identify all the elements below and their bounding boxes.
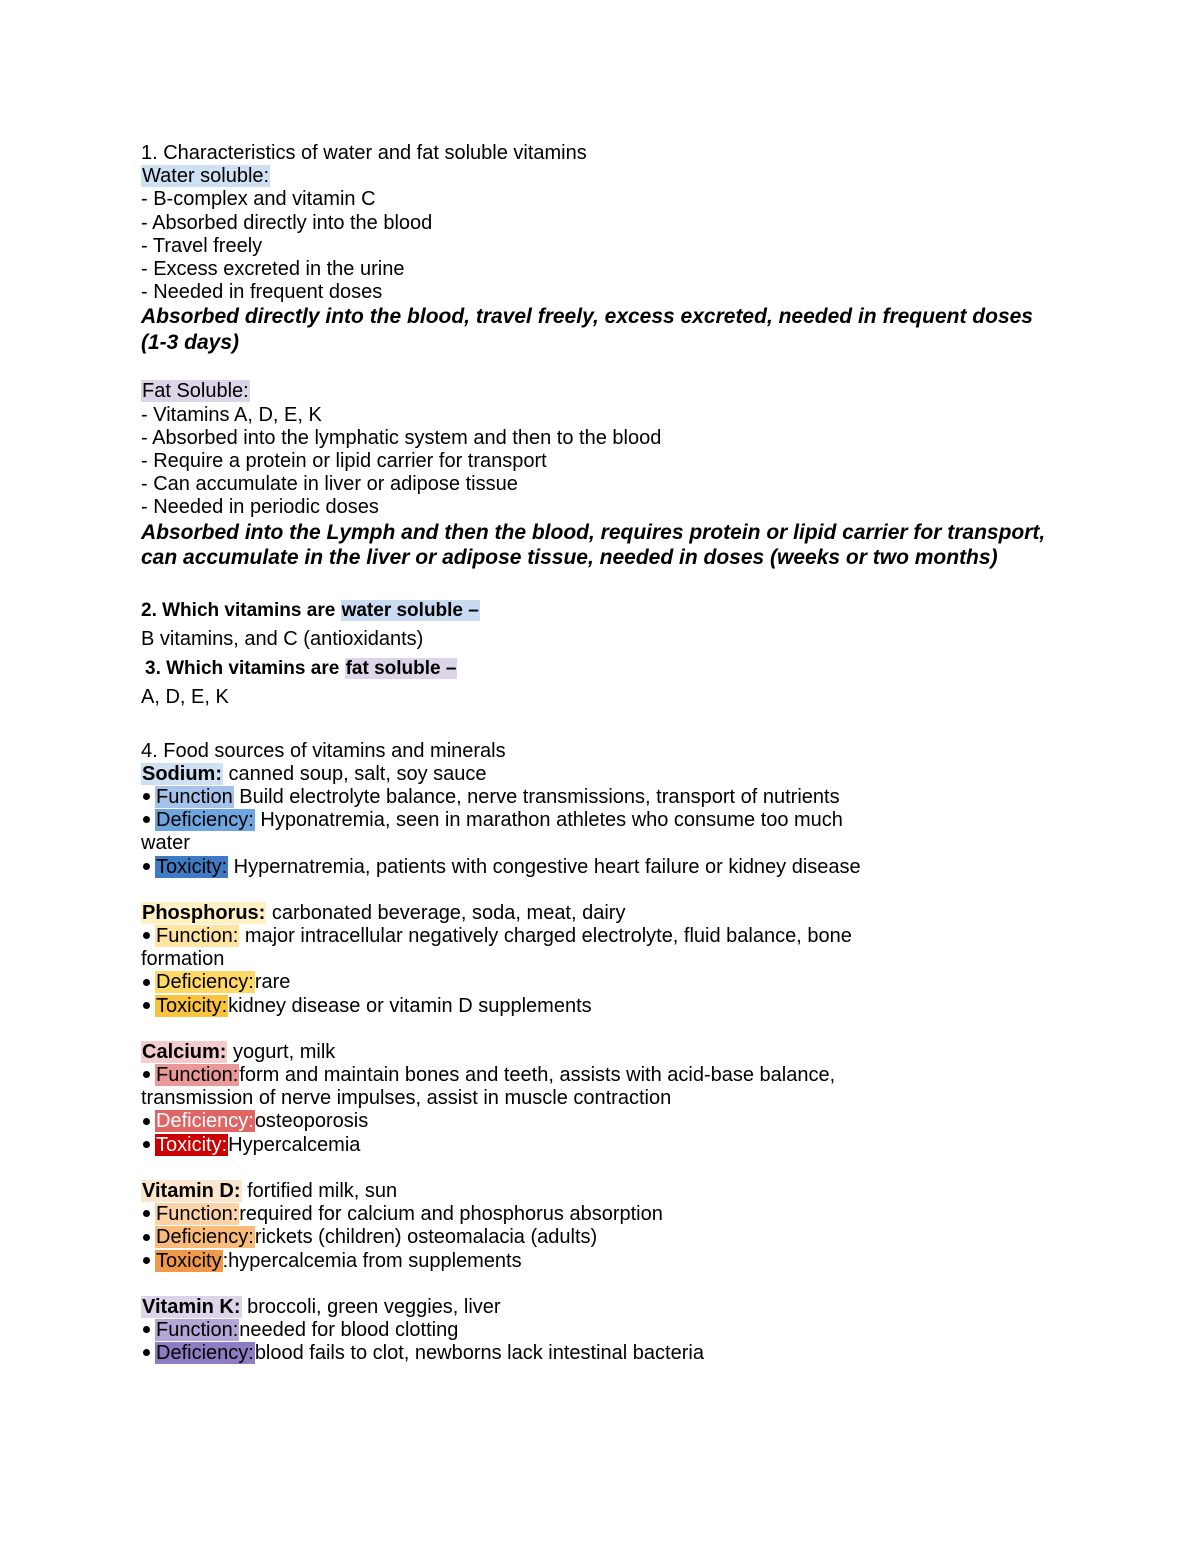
bullet-icon xyxy=(143,1118,150,1125)
sodium-deficiency-cont: water xyxy=(141,832,190,855)
bullet-icon xyxy=(143,1002,150,1009)
water-item: - Absorbed directly into the blood xyxy=(141,211,433,234)
section-4-heading: 4. Food sources of vitamins and minerals xyxy=(141,739,506,762)
bullet-icon xyxy=(143,1210,150,1217)
fat-item: - Vitamins A, D, E, K xyxy=(141,403,322,426)
question-3: 3. Which vitamins are fat soluble – xyxy=(145,657,457,679)
bullet-icon xyxy=(143,1326,150,1333)
vitamin-k-entry: Vitamin K: broccoli, green veggies, liver xyxy=(142,1295,501,1318)
bullet-icon xyxy=(143,1234,150,1241)
bullet-icon xyxy=(143,863,150,870)
bullet-icon xyxy=(143,1071,150,1078)
q3-highlight: fat soluble – xyxy=(345,657,457,679)
bullet-icon xyxy=(143,816,150,823)
fat-item: - Require a protein or lipid carrier for transport xyxy=(141,450,547,473)
bullet-icon xyxy=(143,932,150,939)
fat-item: - Can accumulate in liver or adipose tissue xyxy=(141,473,518,496)
bullet-icon xyxy=(143,1349,150,1356)
sodium-function: Function Build electrolyte balance, nerve transmissions, transport of nutrients xyxy=(141,786,1061,809)
calcium-toxicity: Toxicity:Hypercalcemia xyxy=(141,1134,1061,1157)
vitamin-d-name: Vitamin D: xyxy=(142,1179,241,1202)
document-body xyxy=(141,142,1061,1365)
water-summary: Absorbed directly into the blood, travel freely, excess excreted, needed in frequent doses (1-3 days) xyxy=(141,305,1033,354)
phosphorus-function: Function: major intracellular negatively charged electrolyte, fluid balance, bone xyxy=(141,925,1061,948)
water-item: - B-complex and vitamin C xyxy=(141,188,376,211)
phosphorus-deficiency: Deficiency:rare xyxy=(141,971,1061,994)
q2-answer: B vitamins, and C (antioxidants) xyxy=(141,627,424,650)
vitamin-d-deficiency: Deficiency:rickets (children) osteomalacia (adults) xyxy=(141,1226,1061,1249)
water-soluble-label: Water soluble: xyxy=(142,165,270,188)
water-item: - Needed in frequent doses xyxy=(141,281,383,304)
phosphorus-entry: Phosphorus: carbonated beverage, soda, meat, dairy xyxy=(142,901,626,924)
calcium-function-cont: transmission of nerve impulses, assist in muscle contraction xyxy=(141,1087,672,1110)
bullet-icon xyxy=(143,1141,150,1148)
water-item: - Excess excreted in the urine xyxy=(141,258,405,281)
vitamin-d-entry: Vitamin D: fortified milk, sun xyxy=(142,1179,398,1202)
question-2: 2. Which vitamins are water soluble – xyxy=(141,599,479,621)
bullet-icon xyxy=(143,979,150,986)
bullet-icon xyxy=(143,793,150,800)
fat-item: - Needed in periodic doses xyxy=(141,496,379,519)
bullet-icon xyxy=(143,1257,150,1264)
vitamin-k-function: Function:needed for blood clotting xyxy=(141,1319,1061,1342)
sodium-deficiency: Deficiency: Hyponatremia, seen in marathon athletes who consume too much xyxy=(141,809,1061,832)
sodium-entry: Sodium: canned soup, salt, soy sauce xyxy=(142,762,487,785)
fat-item: - Absorbed into the lymphatic system and then to the blood xyxy=(141,426,662,449)
q2-highlight: water soluble – xyxy=(341,599,479,621)
calcium-name: Calcium: xyxy=(142,1040,227,1063)
calcium-entry: Calcium: yogurt, milk xyxy=(142,1040,336,1063)
vitamin-d-toxicity: Toxicity:hypercalcemia from supplements xyxy=(141,1250,1061,1273)
calcium-function: Function:form and maintain bones and teeth, assists with acid-base balance, xyxy=(141,1064,1061,1087)
q3-answer: A, D, E, K xyxy=(141,685,229,708)
vitamin-d-function: Function:required for calcium and phosphorus absorption xyxy=(141,1203,1061,1226)
calcium-deficiency: Deficiency:osteoporosis xyxy=(141,1110,1061,1133)
vitamin-k-name: Vitamin K: xyxy=(142,1295,241,1318)
fat-summary: Absorbed into the Lymph and then the blood, requires protein or lipid carrier for transport, can accumulate in the liver or adipose tissue, needed in doses (weeks or two months) xyxy=(141,520,1046,570)
water-item: - Travel freely xyxy=(141,234,263,257)
section-1-heading: 1. Characteristics of water and fat soluble vitamins xyxy=(141,142,587,164)
vitamin-k-deficiency: Deficiency:blood fails to clot, newborns lack intestinal bacteria xyxy=(141,1342,1061,1365)
phosphorus-toxicity: Toxicity:kidney disease or vitamin D supplements xyxy=(141,995,1061,1018)
sodium-name: Sodium: xyxy=(142,762,222,785)
sodium-toxicity: Toxicity: Hypernatremia, patients with congestive heart failure or kidney disease xyxy=(141,856,1061,879)
phosphorus-function-cont: formation xyxy=(141,948,225,971)
phosphorus-name: Phosphorus: xyxy=(142,901,266,924)
fat-soluble-label: Fat Soluble: xyxy=(142,380,249,403)
